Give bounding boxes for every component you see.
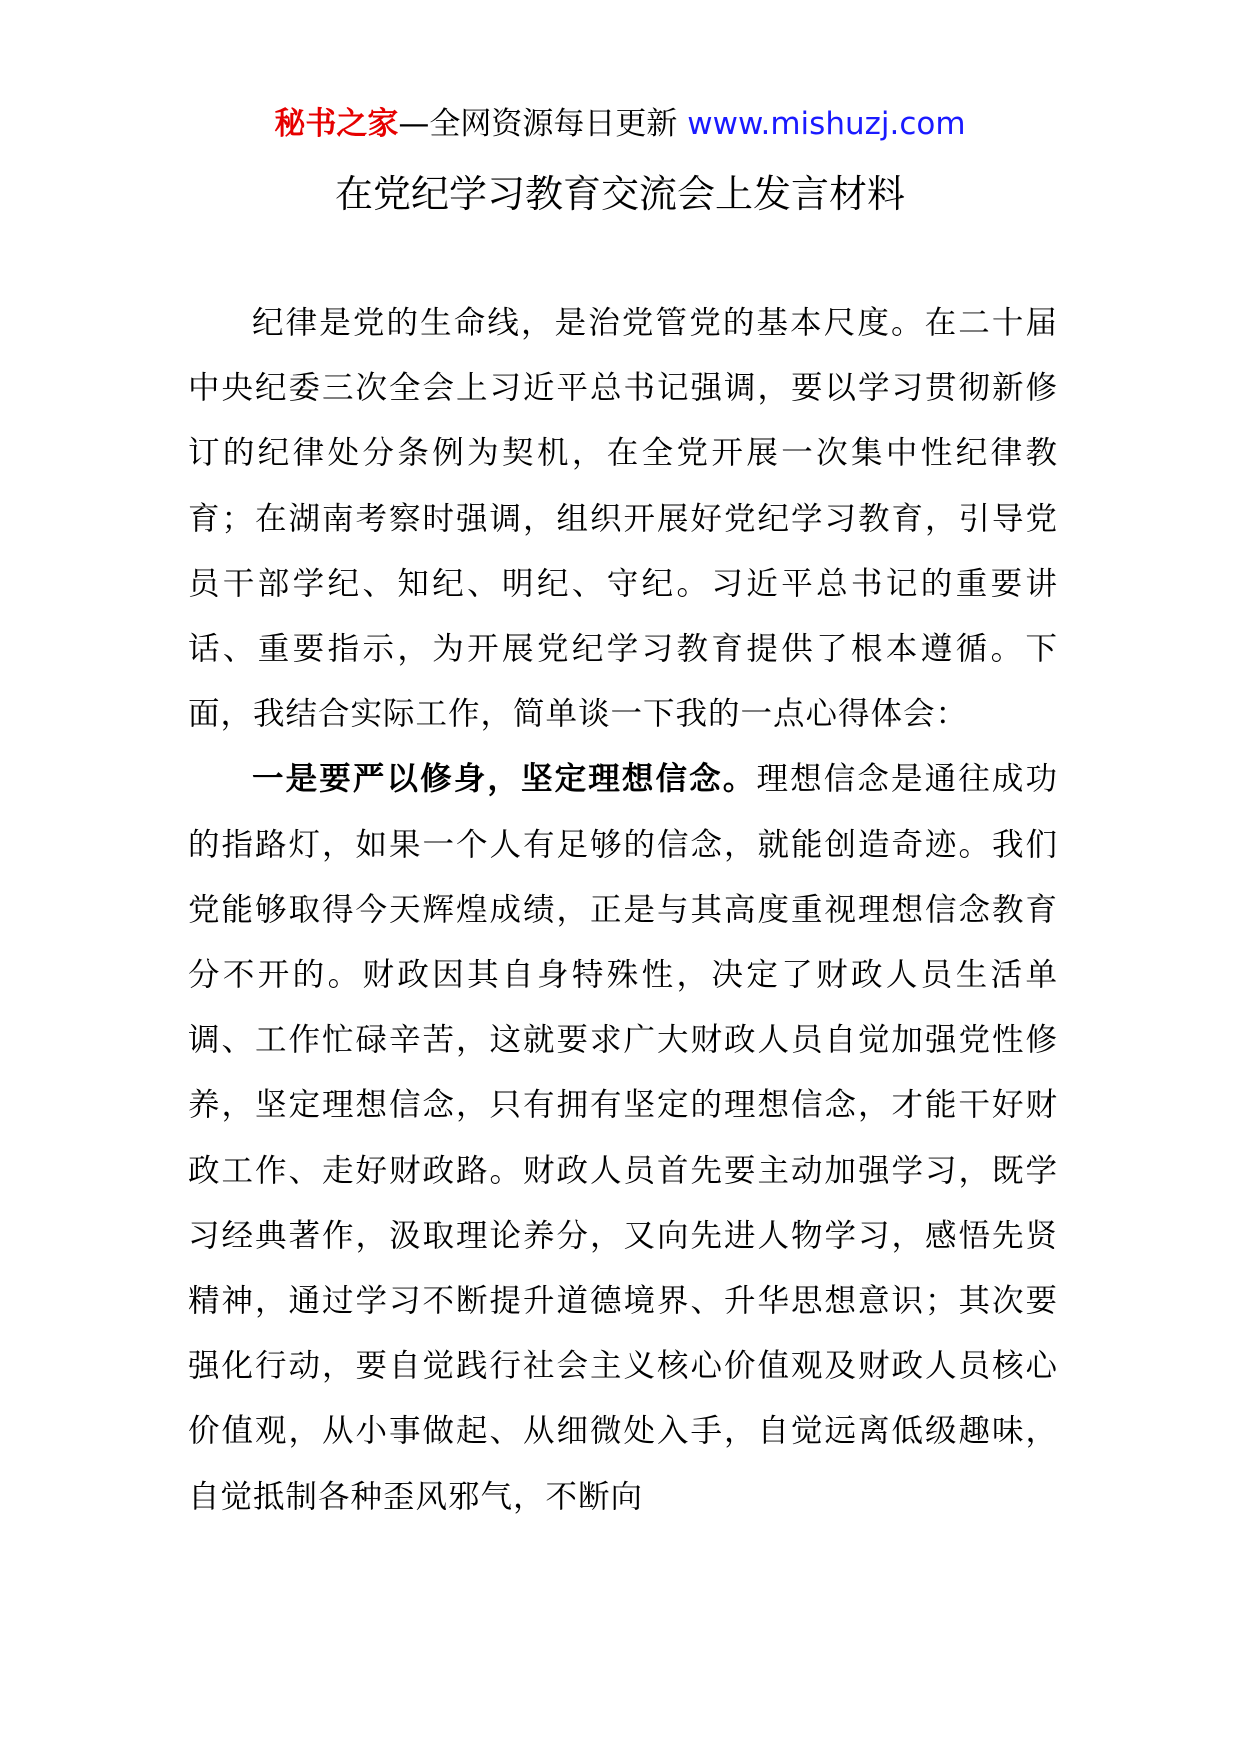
document-title: 在党纪学习教育交流会上发言材料 [334, 172, 905, 216]
paragraph-text: 纪律是党的生命线，是治党管党的基本尺度。在二十届中央纪委三次全会上习近平总书记强调，要以学习贯彻新修订的纪律处分条例为契机，在全党开展一次集中性纪律教育；在湖南考察时强调，组织开展好党纪学习教育，引导党员干部学纪、知纪、明纪、守纪。习近平总书记的重要讲话、重要指示，为开展党纪学习教育提供了根本遵循。下面，我结合实际工作，简单谈一下我的一点心得体会： [188, 305, 1058, 733]
paragraph-intro [188, 291, 1058, 747]
site-url-link[interactable]: www.mishuzj.com [687, 106, 966, 142]
site-tagline: —全网资源每日更新 [398, 106, 688, 142]
document-body [188, 291, 1058, 1530]
paragraph-text: 理想信念是通往成功的指路灯，如果一个人有足够的信念，就能创造奇迹。我们党能够取得今天辉煌成绩，正是与其高度重视理想信念教育分不开的。财政因其自身特殊性，决定了财政人员生活单调、工作忙碌辛苦，这就要求广大财政人员自觉加强党性修养，坚定理想信念，只有拥有坚定的理想信念，才能干好财政工作、走好财政路。财政人员首先要主动加强学习，既学习经典著作，汲取理论养分，又向先进人物学习，感悟先贤精神，通过学习不断提升道德境界、升华思想意识；其次要强化行动，要自觉践行社会主义核心价值观及财政人员核心价值观，从小事做起、从细微处入手，自觉远离低级趣味，自觉抵制各种歪风邪气，不断向 [188, 761, 1058, 1515]
site-brand: 秘书之家 [274, 106, 399, 142]
paragraph-lead: 一是要严以修身，坚定理想信念。 [252, 761, 757, 798]
site-header [0, 102, 1240, 146]
paragraph-point-one [188, 747, 1058, 1529]
